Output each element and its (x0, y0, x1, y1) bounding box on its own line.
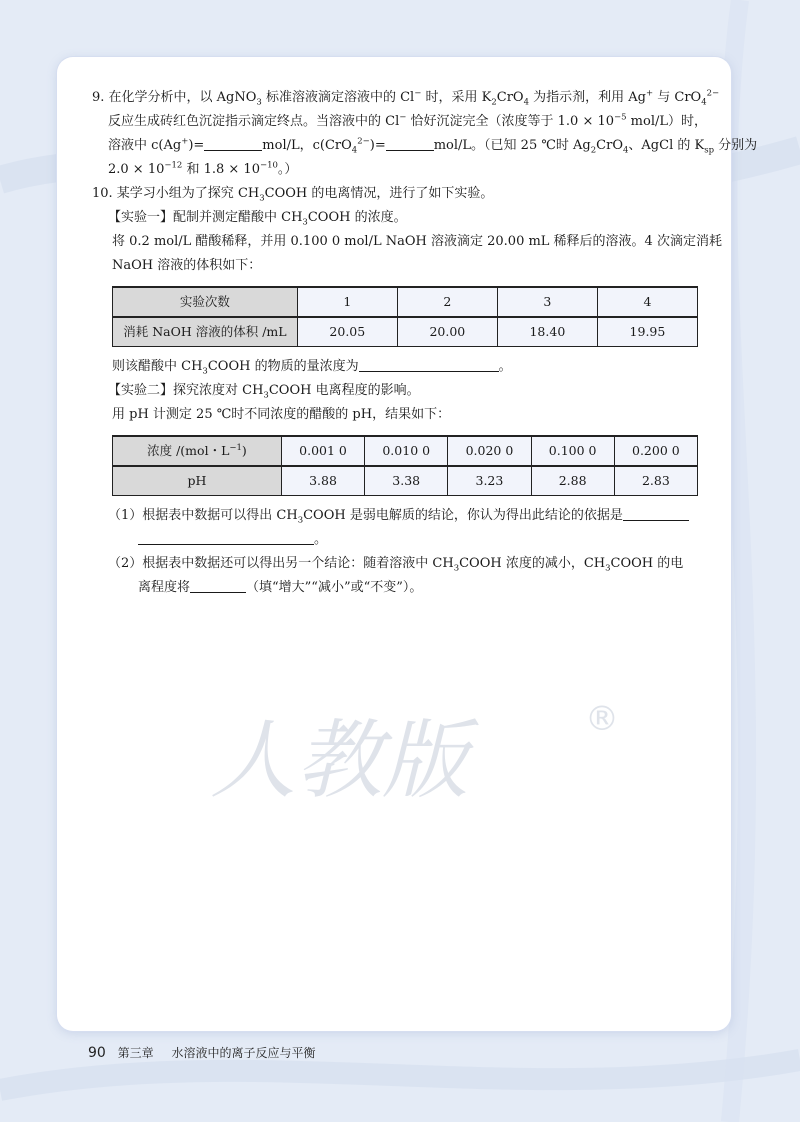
q10-sub2-line2: 离程度将 （填“增大”“减小”或“不变”）。 (138, 580, 423, 595)
answer-blank-degree[interactable] (190, 578, 246, 593)
table-cell: 18.40 (497, 317, 597, 347)
q9-line2: 反应生成砖红色沉淀指示滴定终点。当溶液中的 Cl− 恰好沉淀完全（浓度等于 $1.0 \times 10^{-5}$ mol/L）时， (108, 112, 708, 129)
table-row (113, 317, 698, 347)
publisher-watermark (200, 690, 620, 830)
page-number: 90 (88, 1045, 106, 1061)
table-row (113, 287, 698, 317)
q10-sub1-line2: 。 (92, 528, 704, 552)
chapter-label: 第三章 (117, 1046, 154, 1060)
q9-line3: 溶液中 c(Ag+)= mol/L，c(CrO$_4^{2-}$)= mol/L。（已知 25 ℃时 $Ag_2CrO_4$、AgCl 的 $K_{sp}$ 分别为 (108, 136, 758, 156)
exercise-content (92, 86, 758, 600)
table-cell: 0.001 0 (281, 436, 364, 466)
table-cell: 0.200 0 (614, 436, 697, 466)
q10-exp2-body: 用 pH 计测定 25 ℃时不同浓度的醋酸的 pH，结果如下： (112, 407, 451, 422)
answer-blank-basis-1[interactable] (623, 506, 689, 521)
q9-line4: $2.0 \times 10^{-12}$ 和 $1.8 \times 10^{-10}$。） (108, 160, 298, 177)
table-cell: 0.020 0 (448, 436, 531, 466)
table-cell: 19.95 (597, 317, 697, 347)
answer-blank-ag[interactable] (204, 136, 262, 151)
q10-exp1-result: 则该醋酸中 $CH_3COOH$ 的物质的量浓度为 。 (112, 359, 512, 377)
q10-exp2-title: 【实验二】探究浓度对 $CH_3COOH$ 电离程度的影响。 (108, 383, 420, 401)
table-cell: 0.100 0 (531, 436, 614, 466)
table-cell: 2 (397, 287, 497, 317)
page-footer (88, 1044, 316, 1061)
table-cell: pH (113, 466, 282, 496)
table-row (113, 436, 698, 466)
q10-sub1-line1: （1）根据表中数据可以得出 $CH_3COOH$ 是弱电解质的结论，你认为得出此结论的依据是 (92, 504, 704, 528)
table-cell: 3.23 (448, 466, 531, 496)
q9-line1: 9. 在化学分析中，以 AgNO$_3$ 标准溶液滴定溶液中的 Cl− 时，采用 $K_2CrO_4$ 为指示剂，利用 Ag+ 与 CrO$_4^{2-}$ (92, 88, 720, 108)
watermark-text: 人教版 (210, 711, 468, 811)
table-cell: 20.00 (397, 317, 497, 347)
table-cell: 3 (497, 287, 597, 317)
watermark-registered-mark: ® (585, 699, 619, 739)
q10-exp1-title: 【实验一】配制并测定醋酸中 $CH_3COOH$ 的浓度。 (108, 210, 407, 228)
table-cell: 0.010 0 (365, 436, 448, 466)
answer-blank-concentration[interactable] (359, 357, 499, 372)
table-cell: 实验次数 (113, 287, 298, 317)
table-cell: 2.83 (614, 466, 697, 496)
answer-blank-basis-2[interactable] (138, 530, 314, 545)
table-cell: 消耗 NaOH 溶液的体积 /mL (113, 317, 298, 347)
answer-blank-cro4[interactable] (386, 136, 434, 151)
q10-sub2-line1: （2）根据表中数据还可以得出另一个结论：随着溶液中 $CH_3COOH$ 浓度的减小，$CH_3COOH$ 的电 (108, 556, 684, 574)
q10-exp1-body-line2: NaOH 溶液的体积如下： (112, 258, 262, 273)
ph-table (112, 435, 698, 496)
table-cell: 3.88 (281, 466, 364, 496)
titration-table (112, 286, 698, 347)
table-cell: 浓度 /(mol・$L^{-1}$) (113, 436, 282, 466)
table-cell: 20.05 (297, 317, 397, 347)
q10-exp1-body-line1: 将 0.2 mol/L 醋酸稀释，并用 0.100 0 mol/L NaOH 溶液滴定 20.00 mL 稀释后的溶液。4 次滴定消耗 (112, 234, 722, 249)
table-cell: 1 (297, 287, 397, 317)
chapter-title: 水溶液中的离子反应与平衡 (171, 1046, 316, 1060)
table-cell: 3.38 (365, 466, 448, 496)
q10-intro: 10. 某学习小组为了探究 $CH_3COOH$ 的电离情况，进行了如下实验。 (92, 186, 494, 204)
table-cell: 2.88 (531, 466, 614, 496)
table-cell: 4 (597, 287, 697, 317)
table-row (113, 466, 698, 496)
